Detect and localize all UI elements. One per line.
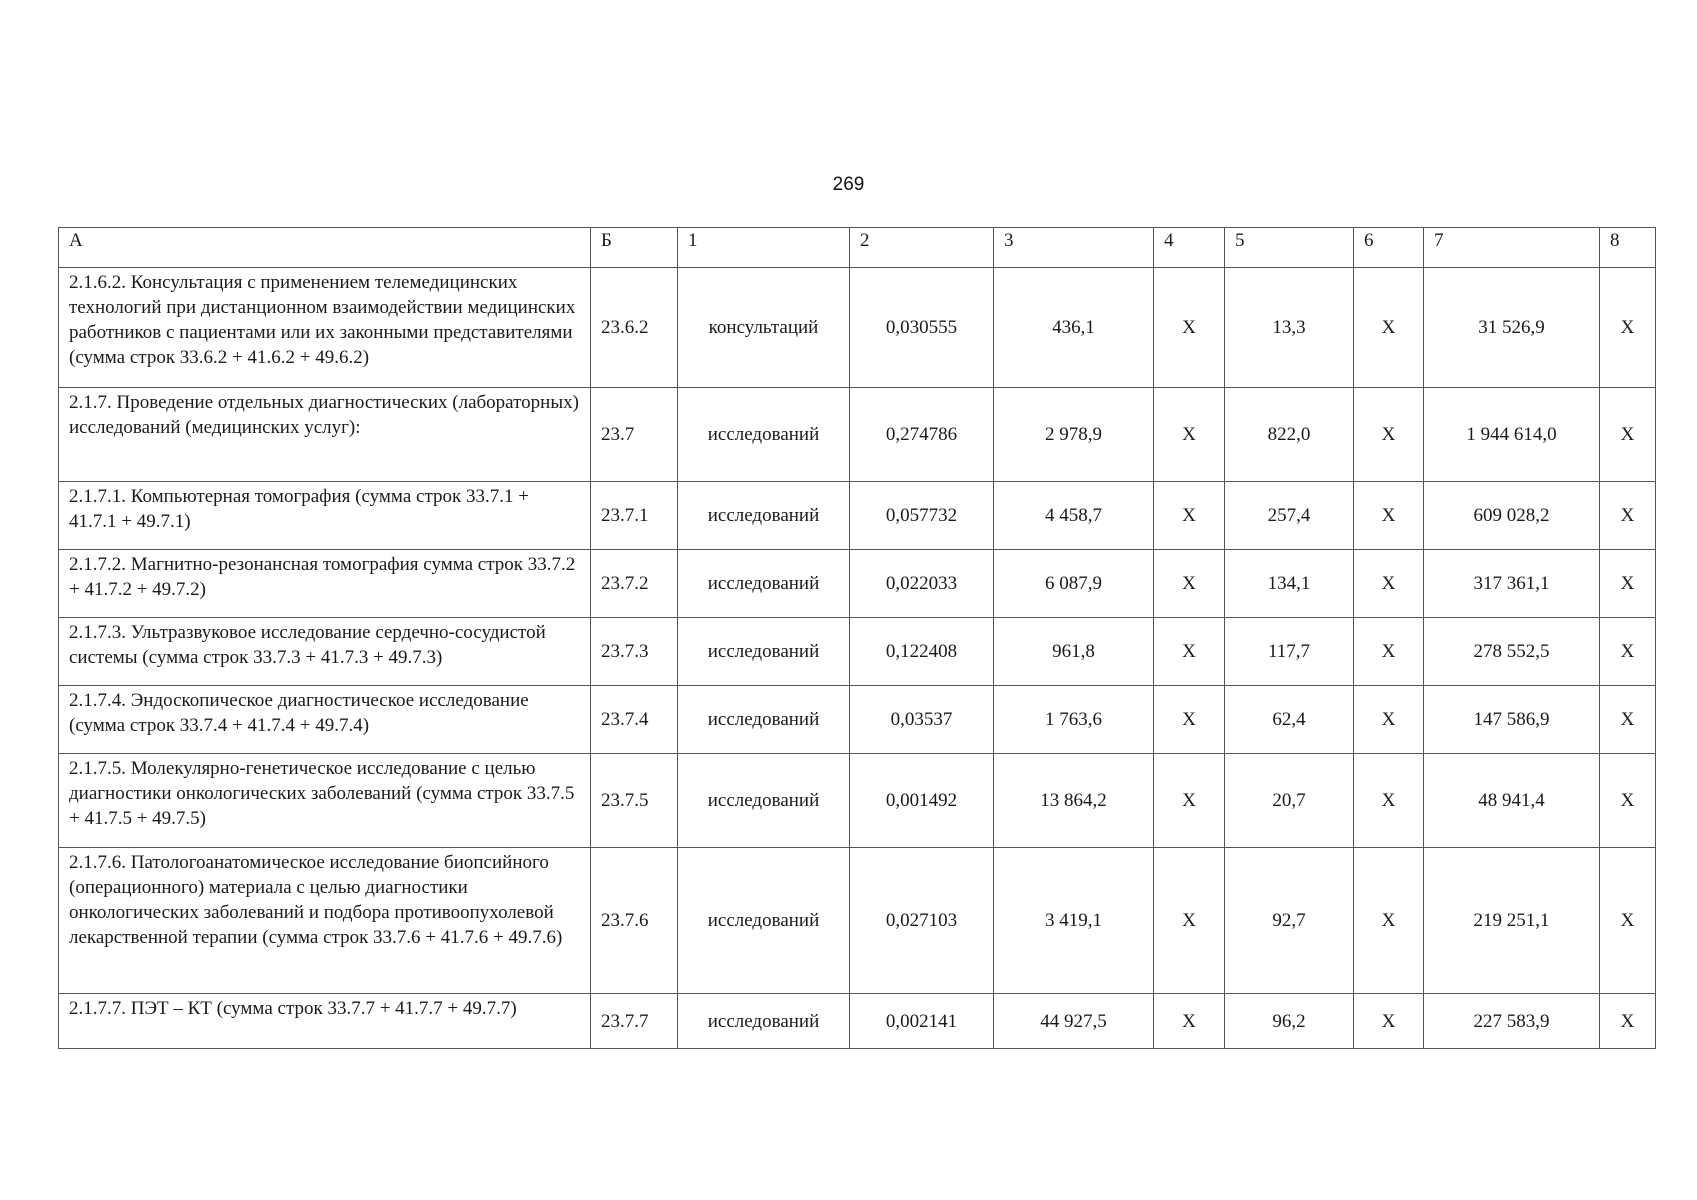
- row-code-cell: 23.7.3: [591, 618, 678, 686]
- row-value-cell-5: 20,7: [1225, 754, 1354, 848]
- row-value-cell-2: 0,03537: [850, 686, 994, 754]
- header-cell-5: 5: [1225, 228, 1354, 268]
- row-value-cell-7: 1 944 614,0: [1424, 388, 1600, 482]
- header-cell-1: 1: [678, 228, 850, 268]
- row-value-cell-8: Х: [1600, 686, 1656, 754]
- row-value-cell-2: 0,002141: [850, 994, 994, 1049]
- row-value-cell-6: Х: [1354, 686, 1424, 754]
- row-value-cell-2: 0,022033: [850, 550, 994, 618]
- row-description-cell: 2.1.7. Проведение отдельных диагностических (лабораторных) исследований (медицинских услуг):: [59, 388, 591, 482]
- row-value-cell-4: Х: [1154, 618, 1225, 686]
- row-value-cell-7: 278 552,5: [1424, 618, 1600, 686]
- row-value-cell-7: 227 583,9: [1424, 994, 1600, 1049]
- row-value-cell-6: Х: [1354, 268, 1424, 388]
- row-value-cell-8: Х: [1600, 994, 1656, 1049]
- row-value-cell-7: 317 361,1: [1424, 550, 1600, 618]
- row-description-cell: 2.1.7.2. Магнитно-резонансная томография сумма строк 33.7.2 + 41.7.2 + 49.7.2): [59, 550, 591, 618]
- row-value-cell-6: Х: [1354, 754, 1424, 848]
- header-cell-4: 4: [1154, 228, 1225, 268]
- row-value-cell-8: Х: [1600, 268, 1656, 388]
- row-value-cell-6: Х: [1354, 388, 1424, 482]
- row-value-cell-1: исследований: [678, 388, 850, 482]
- row-description-cell: 2.1.7.5. Молекулярно-генетическое исследование с целью диагностики онкологических заболеваний (сумма строк 33.7.5 + 41.7.5 + 49.7.5): [59, 754, 591, 848]
- header-cell-3: 3: [994, 228, 1154, 268]
- row-value-cell-2: 0,030555: [850, 268, 994, 388]
- row-code-cell: 23.6.2: [591, 268, 678, 388]
- header-cell-7: 7: [1424, 228, 1600, 268]
- row-value-cell-2: 0,027103: [850, 848, 994, 994]
- row-value-cell-5: 822,0: [1225, 388, 1354, 482]
- row-value-cell-4: Х: [1154, 550, 1225, 618]
- row-value-cell-4: Х: [1154, 994, 1225, 1049]
- row-value-cell-5: 257,4: [1225, 482, 1354, 550]
- row-value-cell-2: 0,274786: [850, 388, 994, 482]
- row-value-cell-1: исследований: [678, 754, 850, 848]
- table-row: [59, 550, 1656, 618]
- table-row: [59, 754, 1656, 848]
- row-value-cell-7: 219 251,1: [1424, 848, 1600, 994]
- table-header-row: [59, 228, 1656, 268]
- row-value-cell-6: Х: [1354, 550, 1424, 618]
- row-value-cell-5: 96,2: [1225, 994, 1354, 1049]
- header-cell-b: Б: [591, 228, 678, 268]
- row-code-cell: 23.7.6: [591, 848, 678, 994]
- row-value-cell-7: 147 586,9: [1424, 686, 1600, 754]
- row-value-cell-8: Х: [1600, 482, 1656, 550]
- row-value-cell-3: 3 419,1: [994, 848, 1154, 994]
- row-value-cell-1: исследований: [678, 994, 850, 1049]
- row-value-cell-4: Х: [1154, 268, 1225, 388]
- row-description-cell: 2.1.7.1. Компьютерная томография (сумма строк 33.7.1 + 41.7.1 + 49.7.1): [59, 482, 591, 550]
- row-description-cell: 2.1.7.4. Эндоскопическое диагностическое исследование (сумма строк 33.7.4 + 41.7.4 + 49.7.4): [59, 686, 591, 754]
- header-cell-2: 2: [850, 228, 994, 268]
- table-row: [59, 388, 1656, 482]
- header-cell-8: 8: [1600, 228, 1656, 268]
- row-value-cell-4: Х: [1154, 848, 1225, 994]
- row-value-cell-2: 0,122408: [850, 618, 994, 686]
- row-value-cell-2: 0,001492: [850, 754, 994, 848]
- row-value-cell-6: Х: [1354, 482, 1424, 550]
- row-value-cell-2: 0,057732: [850, 482, 994, 550]
- row-value-cell-1: исследований: [678, 848, 850, 994]
- header-cell-6: 6: [1354, 228, 1424, 268]
- row-value-cell-8: Х: [1600, 754, 1656, 848]
- row-value-cell-1: консультаций: [678, 268, 850, 388]
- row-value-cell-6: Х: [1354, 994, 1424, 1049]
- row-value-cell-4: Х: [1154, 388, 1225, 482]
- table-row: [59, 994, 1656, 1049]
- row-value-cell-6: Х: [1354, 618, 1424, 686]
- row-value-cell-1: исследований: [678, 686, 850, 754]
- row-value-cell-4: Х: [1154, 754, 1225, 848]
- row-value-cell-8: Х: [1600, 848, 1656, 994]
- row-value-cell-8: Х: [1600, 550, 1656, 618]
- row-value-cell-4: Х: [1154, 482, 1225, 550]
- row-value-cell-1: исследований: [678, 482, 850, 550]
- table-row: [59, 268, 1656, 388]
- row-value-cell-5: 134,1: [1225, 550, 1354, 618]
- row-description-cell: 2.1.6.2. Консультация с применением телемедицинских технологий при дистанционном взаимодействии медицинских работников с пациентами или их законными представителями (сумма строк 33.6.2 + 41.6.2 + 49.6.2): [59, 268, 591, 388]
- row-code-cell: 23.7.2: [591, 550, 678, 618]
- data-table: [58, 227, 1656, 1049]
- row-value-cell-5: 92,7: [1225, 848, 1354, 994]
- row-value-cell-3: 6 087,9: [994, 550, 1154, 618]
- row-code-cell: 23.7.5: [591, 754, 678, 848]
- table-row: [59, 686, 1656, 754]
- table-row: [59, 848, 1656, 994]
- row-value-cell-7: 48 941,4: [1424, 754, 1600, 848]
- row-value-cell-7: 31 526,9: [1424, 268, 1600, 388]
- row-value-cell-3: 4 458,7: [994, 482, 1154, 550]
- row-value-cell-7: 609 028,2: [1424, 482, 1600, 550]
- table-row: [59, 482, 1656, 550]
- page-number: 269: [832, 174, 865, 195]
- row-code-cell: 23.7.4: [591, 686, 678, 754]
- row-value-cell-3: 436,1: [994, 268, 1154, 388]
- row-value-cell-3: 1 763,6: [994, 686, 1154, 754]
- row-value-cell-6: Х: [1354, 848, 1424, 994]
- row-value-cell-3: 961,8: [994, 618, 1154, 686]
- row-value-cell-1: исследований: [678, 550, 850, 618]
- row-value-cell-8: Х: [1600, 388, 1656, 482]
- row-code-cell: 23.7.7: [591, 994, 678, 1049]
- row-value-cell-5: 13,3: [1225, 268, 1354, 388]
- row-value-cell-5: 62,4: [1225, 686, 1354, 754]
- header-cell-a: А: [59, 228, 591, 268]
- row-description-cell: 2.1.7.6. Патологоанатомическое исследование биопсийного (операционного) материала с целью диагностики онкологических заболеваний и подбора противоопухолевой лекарственной терапии (сумма строк 33.7.6 + 41.7.6 + 49.7.6): [59, 848, 591, 994]
- row-code-cell: 23.7.1: [591, 482, 678, 550]
- row-value-cell-4: Х: [1154, 686, 1225, 754]
- row-description-cell: 2.1.7.3. Ультразвуковое исследование сердечно-сосудистой системы (сумма строк 33.7.3 + 41.7.3 + 49.7.3): [59, 618, 591, 686]
- row-code-cell: 23.7: [591, 388, 678, 482]
- row-value-cell-3: 44 927,5: [994, 994, 1154, 1049]
- row-description-cell: 2.1.7.7. ПЭТ – КТ (сумма строк 33.7.7 + 41.7.7 + 49.7.7): [59, 994, 591, 1049]
- row-value-cell-3: 13 864,2: [994, 754, 1154, 848]
- row-value-cell-3: 2 978,9: [994, 388, 1154, 482]
- row-value-cell-8: Х: [1600, 618, 1656, 686]
- table-row: [59, 618, 1656, 686]
- row-value-cell-5: 117,7: [1225, 618, 1354, 686]
- row-value-cell-1: исследований: [678, 618, 850, 686]
